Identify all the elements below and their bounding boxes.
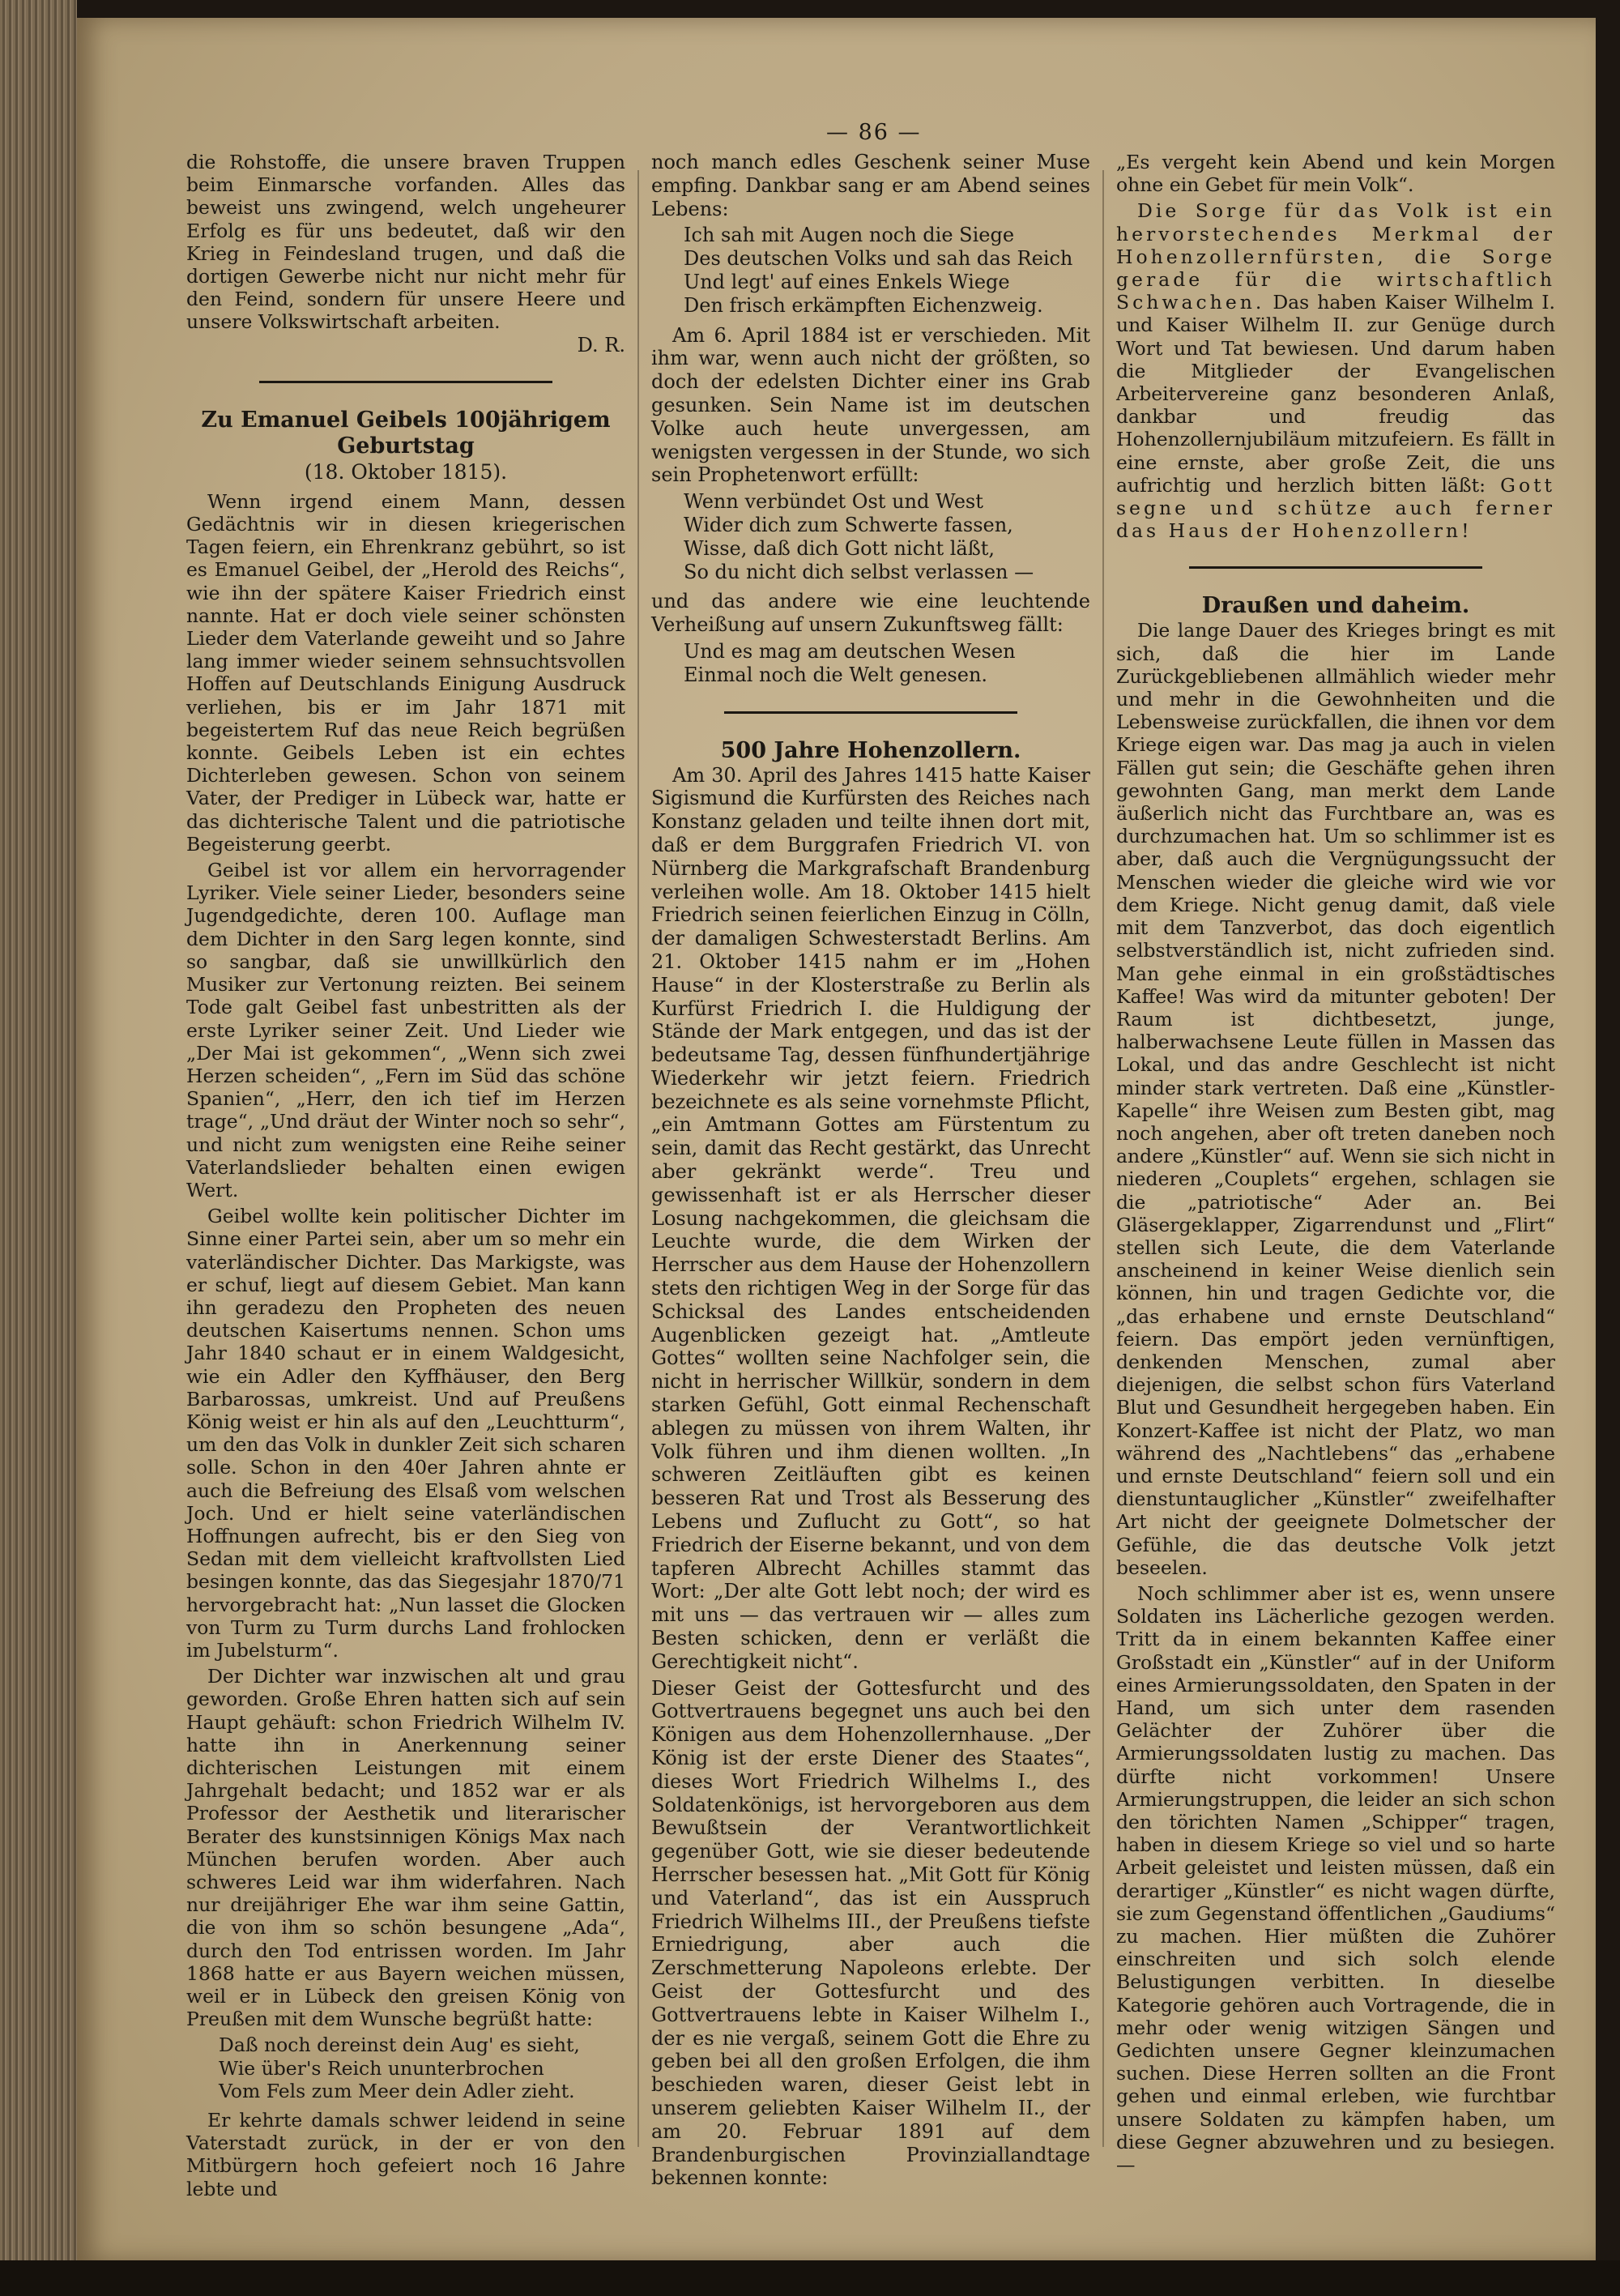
verse-line: Wenn verbündet Ost und West — [684, 490, 983, 514]
verse-line: Wider dich zum Schwerte fassen, — [684, 513, 1013, 536]
page-number: — 86 — — [826, 120, 922, 145]
paragraph: Die lange Dauer des Krieges bringt es mit sich, daß die hier im Lande Zurückgebliebenen allmählich wieder mehr und mehr in die Gewohnheiten und die Lebensweise zurückfallen, die ihnen vor dem Kriege eigen war. Das mag ja auch in vielen Fällen gut sein; die Geschäfte gehen ihren gewohnten Gang, man merkt dem Lande äußerlich nicht das Furchtbare an, was es durchzumachen hat. Um so schlimmer ist es aber, daß auch die Vergnügungssucht der Menschen wieder die gleiche wird wie vor dem Kriege. Nicht genug damit, daß viele mit dem Tanzverbot, das doch eigentlich selbstverständlich ist, nicht zufrieden sind. Man gehe einmal in ein großstädtisches Kaffee! Was wird da mitunter geboten! Der Raum ist dichtbesetzt, junge, halberwachsene Leute füllen in Massen das Lokal, und das andre Geschlecht ist nicht minder stark vertreten. Daß eine „Künstler-Kapelle“ ihre Weisen zum Besten gibt, mag noch angehen, aber oft treten daneben noch andere „Künstler“ auf. Wenn sie sich nicht in niederen „Couplets“ ergehen, schlagen sie die „patriotische“ Ader an. Bei Gläsergeklapper, Zigarrendunst und „Flirt“ stellen sich Leute, die dem Vaterlande anscheinend in keiner Weise dienlich sein können, hin und tragen Gedichte vor, die „das erhabene und ernste Deutschland“ feiern. Das empört jeden vernünftigen, denkenden Menschen, zumal aber diejenigen, die selbst schon fürs Vaterland Blut und Gesundheit hergegeben haben. Ein Konzert-Kaffee ist nicht der Platz, wo man während des „Nachtlebens“ das „erhabene und ernste Deutschland“ feiern soll und ein dienstuntauglicher „Künstler“ zweifelhafter Art nicht der geeignete Dolmetscher der Gefühle, die das deutsche Volk jetzt beseelen. — [1116, 619, 1555, 1579]
verse-line: Und es mag am deutschen Wesen — [684, 639, 1016, 663]
paragraph — [1116, 199, 1555, 542]
book-binding-edge — [0, 0, 77, 2296]
paragraph: Am 30. April des Jahres 1415 hatte Kaiser Sigismund die Kurfürsten des Reiches nach Konstanz geladen und teilte ihnen dort mit, daß er dem Burggrafen Friedrich VI. von Nürnberg die Markgrafschaft Brandenburg verleihen wolle. Am 18. Oktober 1415 hielt Friedrich seinen feierlichen Einzug in Cölln, der damaligen Schwesterstadt Berlins. Am 21. Oktober 1415 nahm er im „Hohen Hause“ in der Klosterstraße zu Berlin als Kurfürst Friedrich I. die Huldigung der Stände der Mark entgegen, und das ist der bedeutsame Tag, dessen fünfhundertjährige Wiederkehr wir jetzt feiern. Friedrich bezeichnete es als seine vornehmste Pflicht, „ein Amtmann Gottes am Fürstentum zu sein, damit das Recht gestärkt, das Unrecht aber gekränkt werde“. Treu und gewissenhaft ist er als Herrscher dieser Losung nachgekommen, die gleichsam die Leuchte wurde, die dem Wirken der Herrscher aus dem Hause der Hohenzollern stets den richtigen Weg in der Sorge für das Schicksal des Landes entscheidenden Augenblicken gezeigt hat. „Amtleute Gottes“ wollten seine Nachfolger sein, die nicht in herrischer Willkür, sondern in dem starken Gefühl, Gott einmal Rechenschaft ablegen zu müssen von ihrem Walten, ihr Volk führen und ihm dienen wollten. „In schweren Zeitläuften gibt es keinen besseren Rat und Trost als Besserung des Lebens und Zuflucht zu Gott“, so hat Friedrich der Eiserne bekannt, und von dem tapferen Albrecht Achilles stammt das Wort: „Der alte Gott lebt noch; der wird es mit uns — das vertrauen wir — alles zum Besten schicken, denn er verläßt die Gerechtigkeit nicht“. — [651, 763, 1090, 1673]
text-run: Das haben Kaiser Wilhelm I. und Kaiser Wilhelm II. zur Genüge durch Wort und Tat bewiesen. Und darum haben die Mitglieder der Evangelischen Arbeitervereine ganz besonderen Anlaß, dankbar und freudig das Hohenzollernjubiläum mitzufeiern. Es fällt in eine ernste, aber große Zeit, die uns aufrichtig und herzlich bitten läßt: — [1116, 291, 1555, 497]
verse-line: So du nicht dich selbst verlassen — — [684, 560, 1034, 583]
verse-quote — [219, 2034, 625, 2102]
verse-line: Und legt' auf eines Enkels Wiege — [684, 270, 1010, 293]
paragraph: Der Dichter war inzwischen alt und grau geworden. Große Ehren hatten sich auf sein Haupt gehäuft: schon Friedrich Wilhelm IV. hatte ihn in Anerkennung seiner dichterischen Leistungen mit einem Jahrgehalt bedacht; und 1852 war er als Professor der Aesthetik und literarischer Berater des kunstsinnigen Königs Max nach München berufen worden. Aber auch schweres Leid war ihm widerfahren. Nach nur dreijähriger Ehe war ihm seine Gattin, die von ihm so schön besungene „Ada“, durch den Tod entrissen worden. Im Jahr 1868 hatte er aus Bayern weichen müssen, weil er in Lübeck den greisen König von Preußen mit dem Wunsche begrüßt hatte: — [186, 1665, 625, 2031]
paragraph: Am 6. April 1884 ist er verschieden. Mit ihm war, wenn auch nicht der größten, so doch der edelsten Dichter einer ins Grab gesunken. Sein Name ist im deutschen Volke auch heute unvergessen, am wenigsten vergessen in der Stunde, wo sich sein Prophetenwort erfüllt: — [651, 323, 1090, 487]
verse-quote — [684, 224, 1090, 317]
scan-bottom-border — [0, 2260, 1620, 2296]
paragraph: und das andere wie eine leuchtende Verheißung auf unsern Zukunftsweg fällt: — [651, 590, 1090, 637]
paragraph: die Rohstoffe, die unsere braven Truppen beim Einmarsche vorfanden. Alles das beweist uns zwingend, welch ungeheurer Erfolg es für uns bedeutet, daß wir den Krieg in Feindesland trugen, und daß die dortigen Gewerbe nicht nur nicht mehr für den Feind, sondern für unsere Heere und unsere Volkswirtschaft arbeiten. — [186, 151, 625, 334]
verse-line: Des deutschen Volks und sah das Reich — [684, 247, 1073, 271]
paragraph: Geibel ist vor allem ein hervorragender Lyriker. Viele seiner Lieder, besonders seine Jugendgedichte, deren 100. Auflage man dem Dichter in den Sarg legen konnte, sind so sangbar, daß sie unwillkürlich den Musiker zur Vertonung reizten. Bei seinem Tode galt Geibel fast unbestritten als der erste Lyriker seiner Zeit. Und Lieder wie „Der Mai ist gekommen“, „Wenn sich zwei Herzen scheiden“, „Fern im Süd das schöne Spanien“, „Herr, den ich tief im Herzen trage“, „Und dräut der Winter noch so sehr“, und nicht zum wenigsten eine Reihe seiner Vaterlandslieder behalten einen ewigen Wert. — [186, 859, 625, 1201]
emphasized-text: Gott segne und schütze auch ferner das Haus der Hohenzollern! — [1116, 473, 1555, 543]
verse-line: Vom Fels zum Meer dein Adler zieht. — [219, 2079, 575, 2102]
article-heading: Zu Emanuel Geibels 100jährigem Geburtstag — [201, 407, 611, 459]
column-3 — [1116, 151, 1555, 2179]
column-2 — [651, 151, 1090, 2193]
author-signature: D. R. — [577, 333, 625, 356]
paragraph: Wenn irgend einem Mann, dessen Gedächtnis wir in diesen kriegerischen Tagen feiern, ein Ehrenkranz gebührt, so ist es Emanuel Geibel, der „Herold des Reichs“, wie ihn der spätere Kaiser Friedrich einst nannte. Hat er doch viele seiner schönsten Lieder dem Vaterlande geweiht und so Jahre lang immer wieder seinem sehnsuchtsvollen Hoffen auf Deutschlands Einigung Ausdruck verliehen, bis er im Jahr 1871 mit begeistertem Ruf das neue Reich begrüßen konnte. Geibels Leben ist ein echtes Dichterleben gewesen. Schon von seinem Vater, der Prediger in Lübeck war, hatte er das dichterische Talent und die patriotische Begeisterung geerbt. — [186, 489, 625, 856]
paragraph: Er kehrte damals schwer leidend in seine Vaterstadt zurück, in der er von den Mitbürgern hoch gefeiert noch 16 Jahre lebte und — [186, 2109, 625, 2200]
paragraph: Dieser Geist der Gottesfurcht und des Gottvertrauens begegnet uns auch bei den Königen aus dem Hohenzollernhause. „Der König ist der erste Diener des Staates“, dieses Wort Friedrich Wilhelms I., des Soldatenkönigs, ist hervorgeboren aus dem Bewußtsein der Verantwortlichkeit gegenüber Gott, wie sie dieser bedeutende Herrscher besessen hat. „Mit Gott für König und Vaterland“, das ist ein Ausspruch Friedrich Wilhelms III., der Preußens tiefste Erniedrigung, aber auch die Zerschmetterung Napoleons erlebte. Der Geist der Gottesfurcht und des Gottvertrauens lebte in Kaiser Wilhelm I., der es nie vergaß, seinem Gott die Ehre zu geben bei all den großen Erfolgen, die ihm beschieden waren, dieser Geist lebt in unserem geliebten Kaiser Wilhelm II., der am 20. Februar 1891 auf dem Brandenburgischen Provinziallandtage bekennen konnte: — [651, 1676, 1090, 2190]
paragraph: „Es vergeht kein Abend und kein Morgen ohne ein Gebet für mein Volk“. — [1116, 151, 1555, 197]
section-divider — [259, 381, 552, 383]
article-heading: 500 Jahre Hohenzollern. — [720, 737, 1021, 763]
paragraph: Geibel wollte kein politischer Dichter im Sinne einer Partei sein, aber um so mehr ein vaterländischer Dichter. Das Markigste, was er schuf, liegt auf diesem Gebiet. Man kann ihn geradezu den Propheten des neuen deutschen Kaisertums nennen. Schon ums Jahr 1840 schaut er in einem Waldgesicht, wie ein Adler den Kyffhäuser, den Berg Barbarossas, umkreist. Und auf Preußens König weist er hin als auf den „Leuchtturm“, um den das Volk in dunkler Zeit sich scharen solle. Schon in den 40er Jahren ahnte er auch die Befreiung des Elsaß vom welschen Joch. Und er hielt seine vaterländischen Hoffnungen aufrecht, bis er den Sieg von Sedan mit dem vielleicht kraftvollsten Lied besingen konnte, das das Siegesjahr 1870/71 hervorgebracht hat: „Nun lasset die Glocken von Turm zu Turm durchs Land frohlocken im Jubelsturm“. — [186, 1205, 625, 1662]
paragraph: Noch schlimmer aber ist es, wenn unsere Soldaten ins Lächerliche gezogen werden. Tritt da in einem bekannten Kaffee einer Großstadt ein „Künstler“ auf in der Uniform eines Armierungssoldaten, den Spaten in der Hand, um sich unter dem rasenden Gelächter der Zuhörer über die Armierungssoldaten lustig zu machen. Das dürfte nicht vorkommen! Unsere Armierungstruppen, die leider an sich schon den törichten Namen „Schipper“ tragen, haben in diesem Kriege so viel und so harte Arbeit geleistet und leisten müssen, daß ein derartiger „Künstler“ es nicht wagen dürfte, sie zum Gegenstand öffentlichen „Gaudiums“ zu machen. Hier müßten die Zuhörer einschreiten und sich solch elende Belustigungen verbitten. In dieselbe Kategorie gehören auch Vortragende, die in mehr oder wenig witzigen Sängen und Gedichten unsere Gegner kleinzumachen suchen. Diese Herren sollten an die Front gehen und einmal erleben, wie furchtbar unsere Soldaten zu kämpfen haben, um diese Gegner abzuwehren und zu besiegen. — — [1116, 1581, 1555, 2177]
section-divider — [1189, 566, 1482, 569]
verse-line: Wie über's Reich ununterbrochen — [219, 2056, 544, 2080]
verse-line: Einmal noch die Welt genesen. — [684, 663, 988, 686]
verse-line: Daß noch dereinst dein Aug' es sieht, — [219, 2034, 580, 2057]
article-heading: Draußen und daheim. — [1201, 593, 1470, 619]
section-divider — [724, 711, 1017, 714]
column-1 — [186, 151, 625, 2204]
column-divider — [637, 170, 639, 2147]
verse-quote — [684, 640, 1090, 687]
verse-line: Ich sah mit Augen noch die Siege — [684, 224, 1015, 247]
verse-quote — [684, 490, 1090, 583]
paragraph: noch manch edles Geschenk seiner Muse empfing. Dankbar sang er am Abend seines Lebens: — [651, 151, 1090, 220]
column-divider — [1102, 170, 1104, 2147]
article-subheading: (18. Oktober 1815). — [304, 459, 508, 484]
emphasized-text: Die Sorge für das Volk ist ein hervorstechendes Merkmal der Hohenzollernfürsten, die Sorge gerade für die wirtschaftlich Schwachen. — [1116, 199, 1555, 314]
verse-line: Wisse, daß dich Gott nicht läßt, — [684, 536, 995, 560]
verse-line: Den frisch erkämpften Eichenzweig. — [684, 293, 1043, 317]
